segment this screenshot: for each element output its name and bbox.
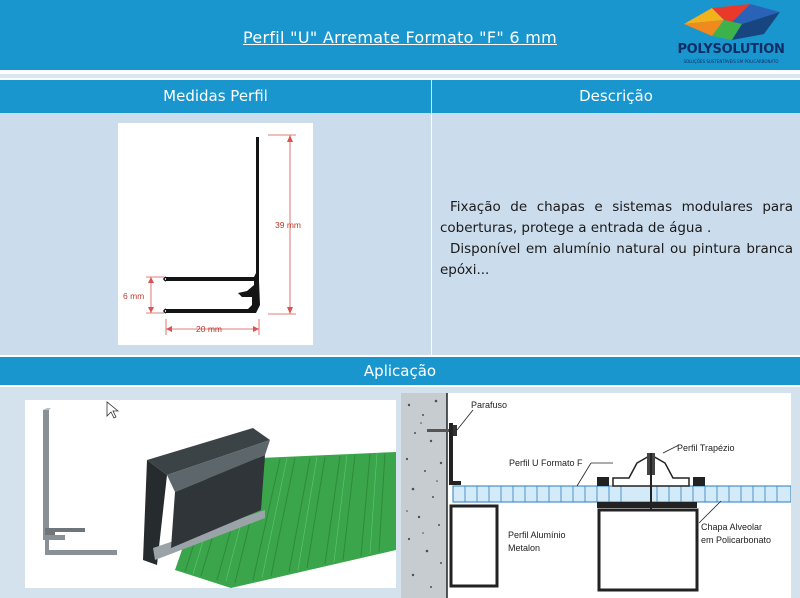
description-text [440, 197, 793, 281]
polysolution-logo [672, 2, 790, 68]
gap-dimension-label: 6 mm [123, 291, 145, 301]
description-paragraph-2: Disponível em alumínio natural ou pintura branca epóxi... [440, 241, 793, 278]
aluminium-profile-label-2: Metalon [508, 543, 541, 553]
column-header-measures: Medidas Perfil [163, 87, 268, 105]
screw-label: Parafuso [471, 400, 508, 410]
application-header [0, 357, 800, 385]
height-dimension-label: 39 mm [275, 220, 301, 230]
page-title: Perfil "U" Arremate Formato "F" 6 mm [242, 28, 558, 47]
description-paragraph-1: Fixação de chapas e sistemas modulares para coberturas, protege a entrada de água . [440, 199, 793, 236]
profile-shape-icon [166, 137, 260, 313]
width-dimension-label: 20 mm [196, 324, 222, 334]
installation-section-drawing [401, 393, 791, 598]
table-header-row [0, 80, 800, 113]
profile-technical-drawing [118, 123, 313, 345]
column-header-description: Descrição [579, 87, 653, 105]
profile-trapezio-label: Perfil Trapézio [677, 443, 735, 453]
logo-text: POLYSOLUTION [677, 42, 785, 57]
column-divider-body [431, 113, 432, 355]
alveolar-label-2: em Policarbonato [701, 535, 772, 545]
application-title: Aplicação [363, 362, 437, 380]
logo-mark-icon [672, 2, 790, 44]
divider-bar [0, 74, 800, 78]
application-area [0, 387, 800, 598]
cursor-icon [107, 402, 118, 418]
logo-tagline: SOLUÇÕES SUSTENTÁVEIS EM POLICARBONATO [683, 59, 779, 64]
aluminium-profile-label-1: Perfil Alumínio [508, 530, 566, 540]
table-body-row [0, 113, 800, 355]
alveolar-label-1: Chapa Alveolar [701, 522, 763, 532]
profile-u-label: Perfil U Formato F [509, 458, 583, 468]
profile-3d-render [25, 400, 396, 588]
